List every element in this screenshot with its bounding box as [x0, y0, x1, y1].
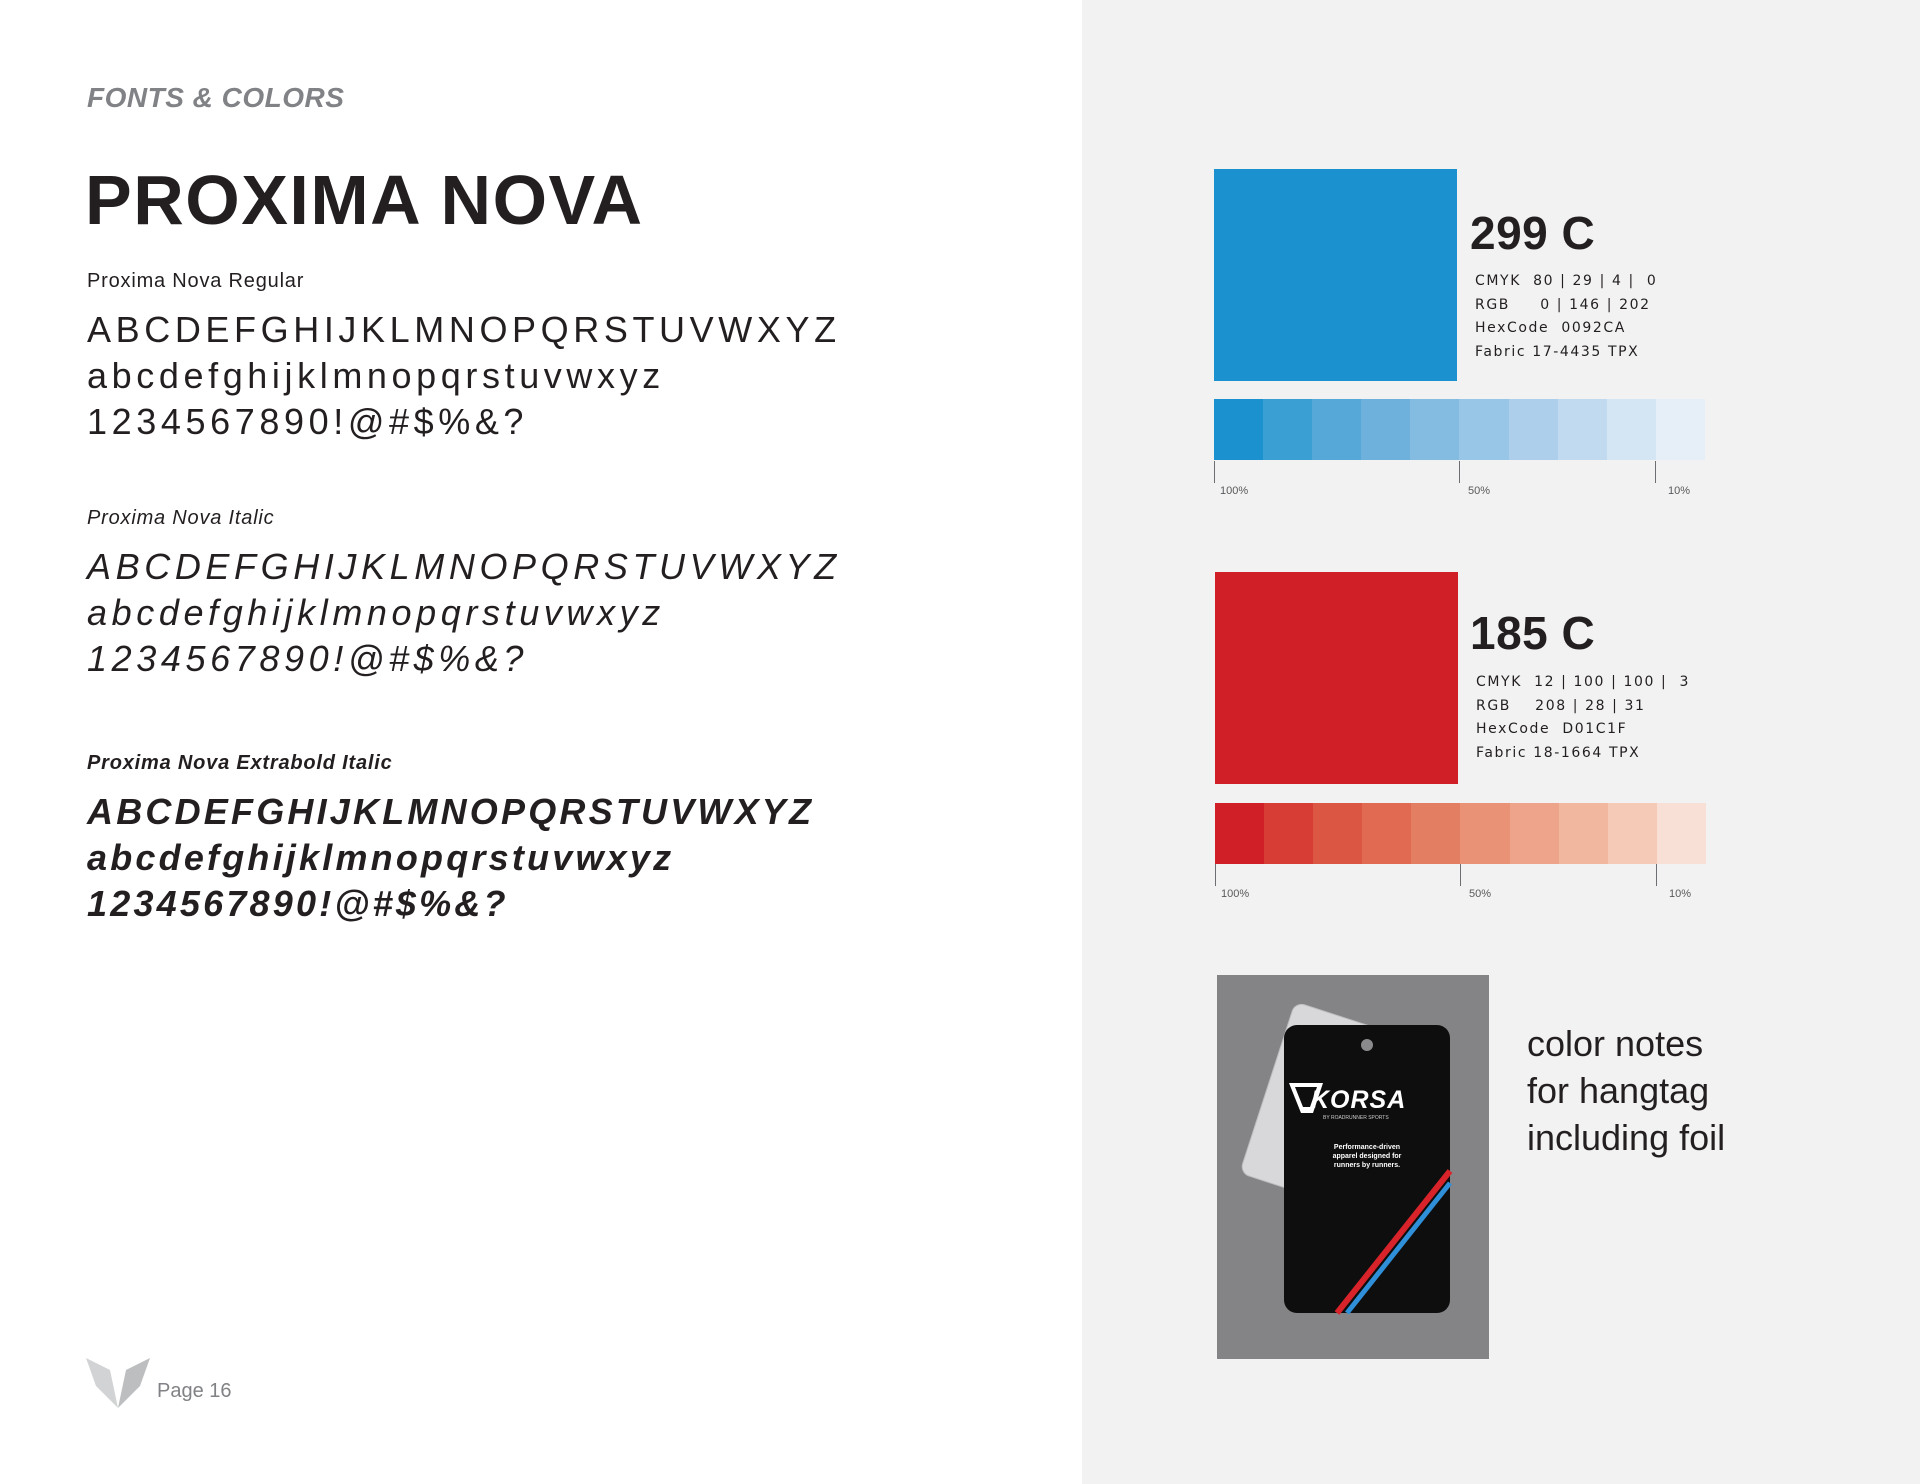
tint-step-10: [1656, 399, 1705, 460]
tick-100: [1215, 864, 1216, 886]
tint-scale-185c: [1215, 864, 1706, 900]
hangtag-brand-sub: BY ROADRUNNER SPORTS: [1323, 1115, 1389, 1121]
tick-label-100: 100%: [1221, 888, 1250, 900]
specimen-name: Proxima Nova Extrabold Italic: [87, 752, 393, 774]
tick-50: [1459, 461, 1460, 483]
tick-10: [1655, 461, 1656, 483]
specimen-digits: 1234567890!@#$%&?: [87, 401, 529, 442]
specimen-uppercase: ABCDEFGHIJKLMNOPQRSTUVWXYZ: [87, 309, 841, 350]
brand-logo-icon: [86, 1358, 150, 1408]
tint-step-6: [1460, 803, 1509, 864]
specimen-name: Proxima Nova Regular: [87, 270, 305, 292]
cmyk-value: CMYK 80 | 29 | 4 | 0: [1475, 273, 1658, 289]
tint-step-3: [1312, 399, 1361, 460]
tick-label-10: 10%: [1669, 888, 1692, 900]
tint-step-6: [1459, 399, 1508, 460]
tick-10: [1656, 864, 1657, 886]
color-code: 185 C: [1470, 607, 1596, 659]
tick-100: [1214, 461, 1215, 483]
tint-step-2: [1264, 803, 1313, 864]
swatch-185c: [1215, 572, 1458, 784]
tint-step-5: [1410, 399, 1459, 460]
color-specs: [1476, 671, 1690, 765]
hangtag-notes: color notes for hangtag including foil: [1527, 1023, 1726, 1158]
tint-strip-299c: [1214, 399, 1705, 460]
hangtag-brand: KORSA: [1311, 1086, 1407, 1114]
specimen-name: Proxima Nova Italic: [87, 507, 275, 529]
rgb-value: RGB 208 | 28 | 31: [1476, 697, 1646, 714]
page-number: Page 16: [157, 1380, 232, 1402]
tint-step-8: [1559, 803, 1608, 864]
specimen-digits: 1234567890!@#$%&?: [87, 638, 529, 679]
swatch-299c: [1214, 169, 1457, 381]
tick-label-100: 100%: [1220, 485, 1249, 497]
font-title: PROXIMA NOVA: [85, 161, 644, 239]
specimen-lowercase: abcdefghijklmnopqrstuvwxyz: [87, 355, 665, 396]
tint-step-7: [1510, 803, 1559, 864]
specimen-lowercase: abcdefghijklmnopqrstuvwxyz: [87, 837, 675, 878]
hexcode-value: HexCode D01C1F: [1476, 721, 1628, 737]
tick-label-50: 50%: [1469, 888, 1492, 900]
specimen-uppercase: ABCDEFGHIJKLMNOPQRSTUVWXYZ: [87, 791, 815, 832]
tint-step-10: [1657, 803, 1706, 864]
specimen-uppercase: ABCDEFGHIJKLMNOPQRSTUVWXYZ: [87, 546, 841, 587]
hexcode-value: HexCode 0092CA: [1475, 320, 1626, 336]
specimen-regular: [87, 270, 841, 445]
fabric-value: Fabric 18-1664 TPX: [1476, 744, 1641, 761]
tint-scale-299c: [1214, 461, 1705, 497]
rgb-value: RGB 0 | 146 | 202: [1475, 296, 1651, 313]
tint-strip-185c: [1215, 803, 1706, 864]
hangtag-photo: [1217, 975, 1489, 1359]
specimen-extrabold-italic: [87, 752, 814, 927]
color-code: 299 C: [1470, 207, 1596, 259]
hangtag-tagline: Performance-driven apparel designed for runners by runners.: [1332, 1144, 1402, 1169]
tint-step-4: [1362, 803, 1411, 864]
color-specs: [1475, 270, 1657, 364]
cmyk-value: CMYK 12 | 100 | 100 | 3: [1476, 674, 1690, 690]
tick-50: [1460, 864, 1461, 886]
specimen-italic: [87, 507, 841, 682]
tick-label-10: 10%: [1668, 485, 1691, 497]
tint-step-3: [1313, 803, 1362, 864]
fabric-value: Fabric 17-4435 TPX: [1475, 343, 1640, 360]
tint-step-9: [1608, 803, 1657, 864]
tint-step-9: [1607, 399, 1656, 460]
tint-step-5: [1411, 803, 1460, 864]
tick-label-50: 50%: [1468, 485, 1491, 497]
tint-step-4: [1361, 399, 1410, 460]
tint-step-1: [1214, 399, 1263, 460]
tint-step-2: [1263, 399, 1312, 460]
tint-step-7: [1509, 399, 1558, 460]
section-label: FONTS & COLORS: [87, 82, 345, 113]
specimen-lowercase: abcdefghijklmnopqrstuvwxyz: [87, 592, 665, 633]
hangtag-illustration: [1217, 975, 1489, 1359]
tint-step-1: [1215, 803, 1264, 864]
specimen-digits: 1234567890!@#$%&?: [87, 883, 509, 924]
tint-step-8: [1558, 399, 1607, 460]
